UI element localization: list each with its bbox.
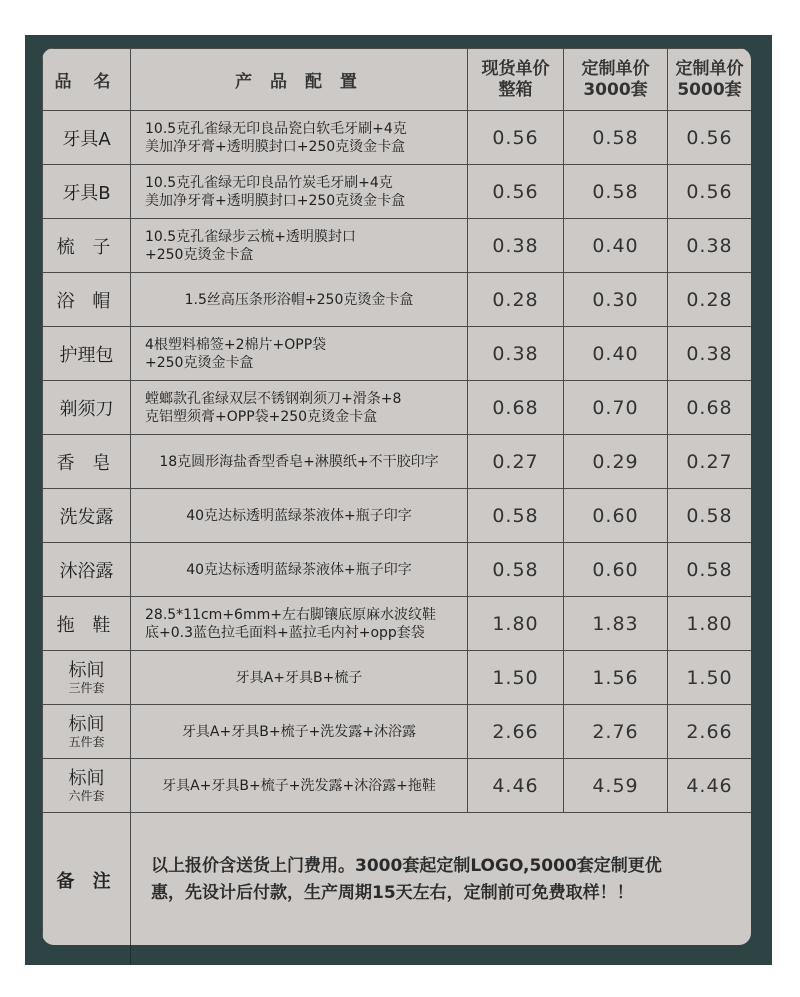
remark-line1: 以上报价含送货上门费用。3000套起定制LOGO,5000套定制更优 [151,856,662,876]
product-name: 梳 子 [43,219,131,273]
set-row [43,705,752,759]
custom-3000-price: 0.70 [564,381,668,435]
table-row [43,273,752,327]
table-row [43,489,752,543]
stock-price: 0.28 [468,273,564,327]
header-custom-5000-price [668,49,752,111]
custom-5000-price: 0.56 [668,111,752,165]
remark-line2: 惠，先设计后付款，生产周期15天左右，定制前可免费取样！！ [151,883,634,903]
custom-5000-price: 0.68 [668,381,752,435]
set-name [43,759,131,813]
set-name [43,651,131,705]
product-config [131,435,468,489]
custom-5000-price: 0.38 [668,327,752,381]
custom-5000-price: 2.66 [668,705,752,759]
custom-3000-price: 2.76 [564,705,668,759]
header-custom-5000-line2: 5000套 [677,79,742,100]
header-custom-3000-price [564,49,668,111]
set-config: 牙具A+牙具B+梳子+洗发露+沐浴露+拖鞋 [131,759,468,813]
set-name-main: 标间 [68,767,105,789]
header-custom-3000-line2: 3000套 [583,79,648,100]
product-config [131,111,468,165]
table-header-row [43,49,752,111]
custom-3000-price: 0.29 [564,435,668,489]
custom-3000-price: 0.30 [564,273,668,327]
stock-price: 0.68 [468,381,564,435]
set-config: 牙具A+牙具B+梳子+洗发露+沐浴露 [131,705,468,759]
stock-price: 4.46 [468,759,564,813]
header-stock-price-line2: 整箱 [498,79,533,100]
remark-label: 备 注 [43,813,131,946]
product-name: 洗发露 [43,489,131,543]
stock-price: 0.38 [468,219,564,273]
custom-5000-price: 1.50 [668,651,752,705]
set-name [43,705,131,759]
header-stock-price [468,49,564,111]
product-config [131,489,468,543]
product-name: 香 皂 [43,435,131,489]
stock-price: 0.27 [468,435,564,489]
custom-3000-price: 0.58 [564,111,668,165]
product-config-line1: 10.5克孔雀绿步云梳+透明膜封口 [145,228,356,245]
table-row [43,597,752,651]
set-name-main: 标间 [68,713,105,735]
product-name: 护理包 [43,327,131,381]
table-row [43,381,752,435]
product-config-line1: 28.5*11cm+6mm+左右脚镶底原麻水波纹鞋 [145,606,436,623]
stock-price: 1.80 [468,597,564,651]
set-name-sub: 五件套 [68,734,105,749]
set-config: 牙具A+牙具B+梳子 [131,651,468,705]
table-row [43,543,752,597]
set-row [43,759,752,813]
table-row [43,327,752,381]
product-config [131,327,468,381]
header-product-config: 产 品 配 置 [131,49,468,111]
custom-3000-price: 0.58 [564,165,668,219]
product-config [131,219,468,273]
custom-5000-price: 1.80 [668,597,752,651]
product-name: 剃须刀 [43,381,131,435]
custom-5000-price: 4.46 [668,759,752,813]
product-config-line1: 18克圆形海盐香型香皂+淋膜纸+不干胶印字 [159,453,439,470]
product-name: 沐浴露 [43,543,131,597]
custom-3000-price: 4.59 [564,759,668,813]
product-config [131,543,468,597]
stock-price: 0.58 [468,543,564,597]
product-name: 拖 鞋 [43,597,131,651]
remark-row [43,813,752,946]
product-name: 牙具B [43,165,131,219]
custom-3000-price: 0.40 [564,327,668,381]
custom-5000-price: 0.27 [668,435,752,489]
set-name-sub: 三件套 [68,680,105,695]
header-custom-3000-line1: 定制单价 [581,58,650,79]
custom-3000-price: 0.40 [564,219,668,273]
table-row [43,219,752,273]
stock-price: 0.38 [468,327,564,381]
table-row [43,435,752,489]
product-config-line1: 40克达标透明蓝绿茶液体+瓶子印字 [186,561,412,578]
custom-5000-price: 0.28 [668,273,752,327]
product-config-line1: 40克达标透明蓝绿茶液体+瓶子印字 [186,507,412,524]
stock-price: 0.58 [468,489,564,543]
product-name: 牙具A [43,111,131,165]
product-name: 浴 帽 [43,273,131,327]
custom-3000-price: 1.56 [564,651,668,705]
custom-3000-price: 0.60 [564,489,668,543]
stock-price: 1.50 [468,651,564,705]
product-config-line2: 克铝塑须膏+OPP袋+250克烫金卡盒 [145,408,378,425]
product-config-line2: +250克烫金卡盒 [145,246,254,263]
custom-5000-price: 0.56 [668,165,752,219]
product-config-line1: 4根塑料棉签+2棉片+OPP袋 [145,336,327,353]
header-custom-5000-line1: 定制单价 [675,58,744,79]
product-config-line1: 10.5克孔雀绿无印良品竹炭毛牙刷+4克 [145,174,393,191]
stock-price: 0.56 [468,165,564,219]
set-row [43,651,752,705]
header-stock-price-line1: 现货单价 [481,58,550,79]
table-row [43,111,752,165]
set-name-sub: 六件套 [68,788,105,803]
product-config [131,381,468,435]
product-config-line1: 螳螂款孔雀绿双层不锈钢剃须刀+滑条+8 [145,390,402,407]
product-config-line2: +250克烫金卡盒 [145,354,254,371]
header-product-name: 品 名 [43,49,131,111]
price-table [42,48,751,945]
remark-text [131,813,752,946]
product-config-line1: 1.5丝高压条形浴帽+250克烫金卡盒 [184,291,414,308]
product-config [131,273,468,327]
product-config-line2: 美加净牙膏+透明膜封口+250克烫金卡盒 [145,192,406,209]
table-row [43,165,752,219]
custom-5000-price: 0.38 [668,219,752,273]
custom-5000-price: 0.58 [668,489,752,543]
custom-3000-price: 0.60 [564,543,668,597]
product-config-line1: 10.5克孔雀绿无印良品瓷白软毛牙刷+4克 [145,120,407,137]
price-sheet [42,48,751,945]
custom-5000-price: 0.58 [668,543,752,597]
stock-price: 2.66 [468,705,564,759]
stock-price: 0.56 [468,111,564,165]
set-name-main: 标间 [68,659,105,681]
column-divider-extension [130,945,131,965]
custom-3000-price: 1.83 [564,597,668,651]
product-config [131,165,468,219]
product-config [131,597,468,651]
product-config-line2: 美加净牙膏+透明膜封口+250克烫金卡盒 [145,138,406,155]
product-config-line2: 底+0.3蓝色拉毛面料+蓝拉毛内衬+opp套袋 [145,624,425,641]
